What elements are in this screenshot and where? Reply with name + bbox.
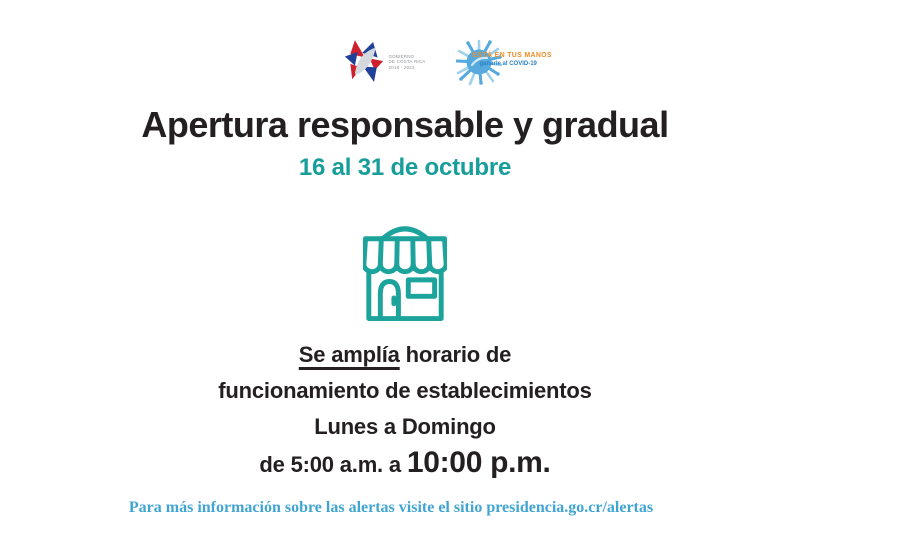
storefront-icon bbox=[363, 219, 447, 321]
announcement-line-4 bbox=[0, 445, 810, 483]
footer-url: presidencia.go.cr/alertas bbox=[486, 498, 654, 516]
campaign-slogan: ESTÁ EN TUS MANOS bbox=[472, 52, 552, 59]
gov-star-icon bbox=[344, 39, 384, 85]
gobierno-bicentenario-logo bbox=[344, 39, 425, 85]
announcement-line-2: funcionamiento de establecimientos bbox=[218, 377, 592, 403]
footer-note bbox=[0, 499, 796, 517]
announcement-text bbox=[0, 337, 810, 483]
gov-logo-line: GOBIERNO bbox=[388, 53, 415, 59]
campaign-subslogan: ganarle al COVID-19 bbox=[479, 61, 537, 67]
flyer-content bbox=[0, 105, 810, 517]
announcement-emphasis: Se amplía bbox=[298, 341, 400, 367]
announcement-line-3: Lunes a Domingo bbox=[314, 413, 496, 439]
page-title: Apertura responsable y gradual bbox=[141, 104, 669, 145]
header-logos bbox=[0, 0, 900, 90]
gov-logo-line: DE COSTA RICA bbox=[388, 59, 426, 65]
campaign-logo-text bbox=[473, 51, 552, 68]
storefront-icon-wrap bbox=[0, 219, 810, 321]
announcement-line-1 bbox=[0, 337, 810, 373]
closing-time: 10:00 p.m. bbox=[406, 445, 551, 479]
announcement-line-1-rest: horario de bbox=[399, 341, 512, 367]
gov-logo-text bbox=[388, 54, 425, 71]
esta-en-tus-manos-logo bbox=[456, 36, 556, 88]
gov-logo-line: 2018 - 2022 bbox=[388, 64, 415, 70]
date-range-subtitle: 16 al 31 de octubre bbox=[298, 153, 512, 181]
footer-note-text: Para más información sobre las alertas visite el sitio bbox=[128, 498, 487, 516]
hours-prefix: de 5:00 a.m. a bbox=[259, 451, 407, 477]
